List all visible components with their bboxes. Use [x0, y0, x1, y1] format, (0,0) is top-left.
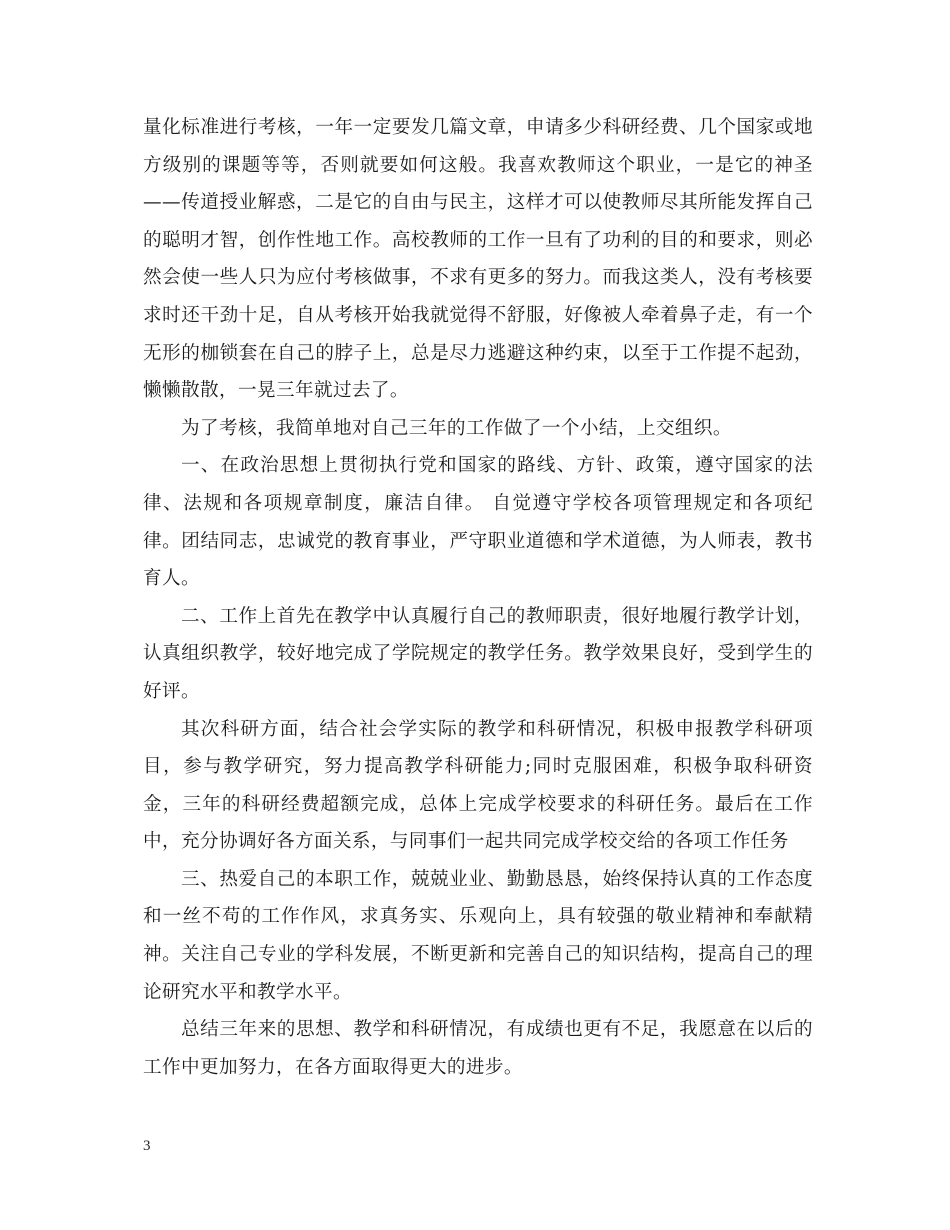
paragraph-conclusion: 总结三年来的思想、教学和科研情况，有成绩也更有不足，我愿意在以后的工作中更加努力，在各方面取得更大的进步。 — [143, 1019, 813, 1078]
page-number: 3 — [143, 1138, 151, 1154]
paragraph-summary-intro: 为了考核，我简单地对自己三年的工作做了一个小结，上交组织。 — [181, 417, 732, 439]
paragraph-research-work: 其次科研方面，结合社会学实际的教学和科研情况，积极申报教学科研项目，参与教学研究，努力提高教学科研能力;同时克服困难，积极争取科研资金，三年的科研经费超额完成，总体上完成学校要求的科研任务。最后在工作中，充分协调好各方面关系，与同事们一起共同完成学校交给的各项工作任务 — [143, 718, 813, 853]
paragraph-political-thought: 一、在政治思想上贯彻执行党和国家的路线、方针、政策，遵守国家的法律、法规和各项规章制度，廉洁自律。 自觉遵守学校各项管理规定和各项纪律。团结同志，忠诚党的教育事业，严守职业道德和学术道德，为人师表，教书育人。 — [143, 455, 813, 590]
paragraph-teaching-work: 二、工作上首先在教学中认真履行自己的教师职责，很好地履行教学计划，认真组织教学，较好地完成了学院规定的教学任务。教学效果良好，受到学生的好评。 — [143, 605, 813, 702]
paragraph-continuation: 量化标准进行考核，一年一定要发几篇文章，申请多少科研经费、几个国家或地方级别的课题等等，否则就要如何这般。我喜欢教师这个职业，一是它的神圣——传道授业解惑，二是它的自由与民主，这样才可以使教师尽其所能发挥自己的聪明才智，创作性地工作。高校教师的工作一旦有了功利的目的和要求，则必然会使一些人只为应付考核做事，不求有更多的努力。而我这类人，没有考核要求时还干劲十足，自从考核开始我就觉得不舒服，好像被人牵着鼻子走，有一个无形的枷锁套在自己的脖子上，总是尽力逃避这种约束，以至于工作提不起劲，懒懒散散，一晃三年就过去了。 — [143, 117, 813, 402]
document-body — [143, 109, 813, 1086]
paragraph-professional-attitude: 三、热爱自己的本职工作，兢兢业业、勤勤恳恳，始终保持认真的工作态度和一丝不苟的工作作风，求真务实、乐观向上，具有较强的敬业精神和奉献精神。关注自己专业的学科发展，不断更新和完善自己的知识结构，提高自己的理论研究水平和教学水平。 — [143, 868, 813, 1003]
